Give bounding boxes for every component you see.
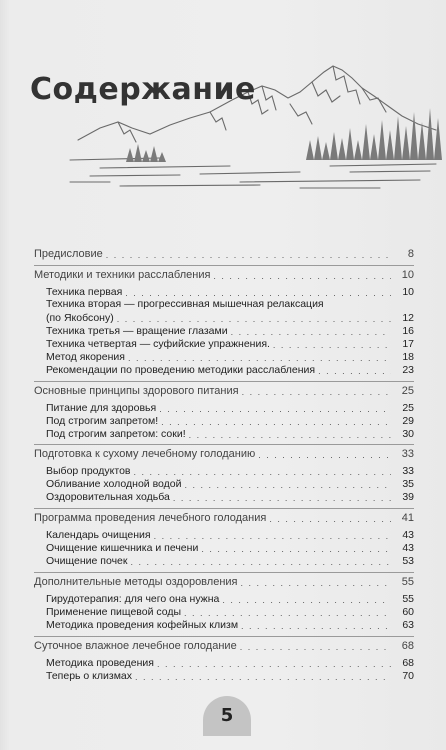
toc-item-label: Питание для здоровья <box>46 402 157 414</box>
toc-section-label: Программа проведения лечебного голодания <box>34 512 267 524</box>
leader-dots <box>106 249 391 262</box>
leader-dots <box>269 513 391 526</box>
toc-item-page: 10 <box>402 286 414 298</box>
toc-section-label: Суточное влажное лечебное голодание <box>34 640 237 652</box>
toc-item-label: Гирудотерапия: для чего она нужна <box>46 593 220 605</box>
toc-item-label: Рекомендации по проведению методики расслабления <box>46 364 316 376</box>
page-number: 5 <box>220 705 234 726</box>
toc-section[interactable] <box>34 575 414 590</box>
toc-item-label: Техника третья — вращение глазами <box>46 325 228 337</box>
toc-item-label: Техника первая <box>46 286 123 298</box>
leader-dots <box>241 577 392 590</box>
toc-section[interactable] <box>34 247 414 262</box>
toc-item-label: Теперь о клизмах <box>46 670 132 682</box>
toc-item[interactable] <box>46 618 414 633</box>
leader-dots <box>318 365 391 378</box>
toc-item-page: 17 <box>402 338 414 350</box>
toc-item-page: 63 <box>402 619 414 631</box>
divider <box>34 508 414 509</box>
toc-item-label: Обливание холодной водой <box>46 478 182 490</box>
toc-item-label: Техника четвертая — суфийские упражнения. <box>46 338 270 350</box>
toc-item-page: 23 <box>402 364 414 376</box>
toc-item-page: 12 <box>402 312 414 324</box>
toc-item-label: Под строгим запретом: соки! <box>46 428 186 440</box>
toc-item-page: 70 <box>402 670 414 682</box>
toc-item-page: 25 <box>402 402 414 414</box>
toc-section[interactable] <box>34 511 414 526</box>
toc-item-page: 43 <box>402 529 414 541</box>
toc-section-label: Подготовка к сухому лечебному голоданию <box>34 448 256 460</box>
toc-item-label: Методика проведения кофейных клизм <box>46 619 239 631</box>
toc-item-page: 30 <box>402 428 414 440</box>
toc-item[interactable] <box>46 363 414 378</box>
leader-dots <box>242 386 391 399</box>
toc-item-page: 18 <box>402 351 414 363</box>
toc-item-label: (по Якобсону) <box>46 312 114 324</box>
divider <box>34 444 414 445</box>
toc-item-page: 29 <box>402 415 414 427</box>
toc-item-label: Оздоровительная ходьба <box>46 491 170 503</box>
toc-section-page: 68 <box>401 640 414 652</box>
toc-section-page: 41 <box>401 512 414 524</box>
toc-section-page: 33 <box>401 448 414 460</box>
toc-section-label: Предисловие <box>34 248 103 260</box>
toc-item[interactable] <box>46 490 414 505</box>
toc-item-label: Методика проведения <box>46 657 154 669</box>
toc-section[interactable] <box>34 268 414 283</box>
page-number-tab <box>203 696 251 736</box>
leader-dots <box>189 429 391 442</box>
toc-section-page: 10 <box>401 269 414 281</box>
toc-item-page: 60 <box>402 606 414 618</box>
toc-item-page: 33 <box>402 465 414 477</box>
divider <box>34 381 414 382</box>
toc-section-page: 8 <box>407 248 414 260</box>
leader-dots <box>240 641 391 654</box>
toc-item-label: Применение пищевой соды <box>46 606 182 618</box>
toc-item-label: Под строгим запретом! <box>46 415 159 427</box>
divider <box>34 636 414 637</box>
toc-item-label[interactable]: Техника вторая — прогрессивная мышечная релаксация <box>46 298 324 310</box>
toc-section-label: Методики и техники расслабления <box>34 269 211 281</box>
toc-item-label: Выбор продуктов <box>46 465 131 477</box>
toc-item-page: 53 <box>402 555 414 567</box>
toc-item-label: Календарь очищения <box>46 529 151 541</box>
toc-item-label: Метод якорения <box>46 351 125 363</box>
toc-item-label: Очищение почек <box>46 555 128 567</box>
leader-dots <box>135 671 391 684</box>
toc-item-page: 55 <box>402 593 414 605</box>
leader-dots <box>130 556 391 569</box>
leader-dots <box>213 270 391 283</box>
toc-section[interactable] <box>34 639 414 654</box>
toc-item-page: 43 <box>402 542 414 554</box>
toc-section[interactable] <box>34 384 414 399</box>
toc-item[interactable] <box>46 427 414 442</box>
leader-dots <box>173 492 391 505</box>
toc-item-page: 16 <box>402 325 414 337</box>
toc-item-page: 39 <box>402 491 414 503</box>
toc-item[interactable] <box>46 669 414 684</box>
toc-item-page: 68 <box>402 657 414 669</box>
toc-section-page: 55 <box>401 576 414 588</box>
toc-item[interactable] <box>46 554 414 569</box>
leader-dots <box>258 449 391 462</box>
leader-dots <box>241 620 391 633</box>
divider <box>34 265 414 266</box>
toc-section-page: 25 <box>401 385 414 397</box>
toc-section-label: Основные принципы здорового питания <box>34 385 239 397</box>
toc-section-label: Дополнительные методы оздоровления <box>34 576 238 588</box>
page-title: Содержание <box>30 72 256 107</box>
toc-item-label: Очищение кишечника и печени <box>46 542 199 554</box>
toc-section[interactable] <box>34 447 414 462</box>
toc-item-page: 35 <box>402 478 414 490</box>
divider <box>34 572 414 573</box>
